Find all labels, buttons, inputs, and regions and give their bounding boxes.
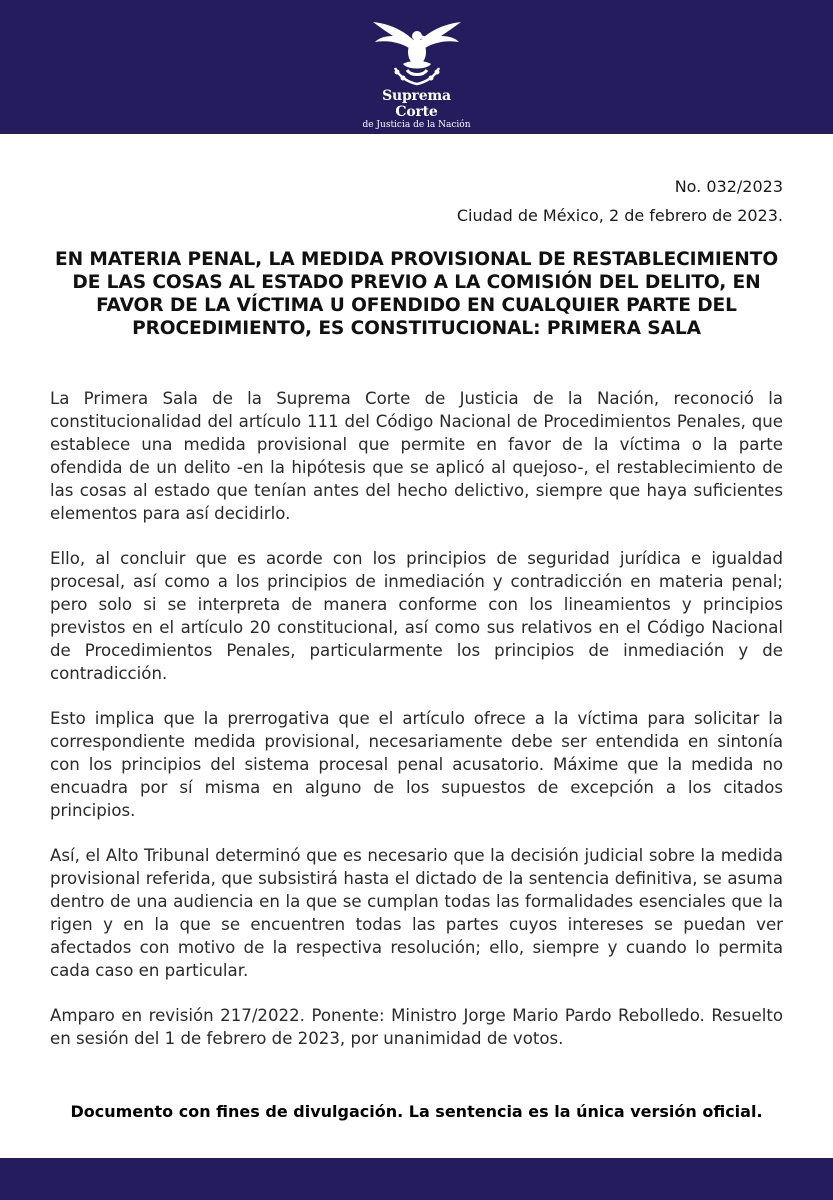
paragraph: Esto implica que la prerrogativa que el artículo ofrece a la víctima para solicitar la correspondiente medida provisional, necesariamente debe ser entendida en sintonía con los principios del sistema procesal penal acusatorio. Máxime que la medida no encuadra por sí misma en alguno de los supuestos de excepción a los citados principios. xyxy=(50,709,783,820)
paragraph: Amparo en revisión 217/2022. Ponente: Ministro Jorge Mario Pardo Rebolledo. Resuelto en sesión del 1 de febrero de 2023, por unanimidad de votos. xyxy=(50,1006,783,1048)
document-date: Ciudad de México, 2 de febrero de 2023. xyxy=(456,206,783,225)
eagle-emblem-icon xyxy=(367,14,467,86)
scjn-logo xyxy=(360,14,473,131)
paragraph: Ello, al concluir que es acorde con los principios de seguridad jurídica e igualdad procesal, así como a los principios de inmediación y contradicción en materia penal; pero solo si se interpreta de manera conforme con los lineamientos y principios previstos en el artículo 20 constitucional, así como sus relativos en el Código Nacional de Procedimientos Penales, particularmente los principios de inmediación y de contradicción. xyxy=(50,549,783,683)
logo-title: Suprema Corte xyxy=(382,88,451,120)
body-text xyxy=(50,387,783,1072)
document-number: No. 032/2023 xyxy=(674,177,783,196)
document-meta xyxy=(457,172,783,230)
footer-band xyxy=(0,1158,833,1200)
disclaimer: Documento con fines de divulgación. La sentencia es la única versión oficial. xyxy=(70,1102,763,1121)
page-title: EN MATERIA PENAL, LA MEDIDA PROVISIONAL DE RESTABLECIMIENTO DE LAS COSAS AL ESTADO PREVIO A LA COMISIÓN DEL DELITO, EN FAVOR DE LA VÍCTIMA U OFENDIDO EN CUALQUIER PARTE DEL PROCEDIMIENTO, ES CONSTITUCIONAL: PRIMERA SALA xyxy=(54,249,779,339)
logo-subtitle: de Justicia de la Nación xyxy=(362,120,471,130)
header-band xyxy=(0,0,833,134)
paragraph: Así, el Alto Tribunal determinó que es necesario que la decisión judicial sobre la medida provisional referida, que subsistirá hasta el dictado de la sentencia definitiva, se asuma dentro de una audiencia en la que se cumplan todas las formalidades esenciales que la rigen y en la que se encuentren todas las partes cuyos intereses se puedan ver afectados con motivo de la respectiva resolución; ello, siempre y cuando lo permita cada caso en particular. xyxy=(50,846,783,980)
paragraph: La Primera Sala de la Suprema Corte de Justicia de la Nación, reconoció la constitucionalidad del artículo 111 del Código Nacional de Procedimientos Penales, que establece una medida provisional que permite en favor de la víctima o la parte ofendida de un delito -en la hipótesis que se aplicó al quejoso-, el restablecimiento de las cosas al estado que tenían antes del hecho delictivo, siempre que haya suficientes elementos para así decidirlo. xyxy=(50,389,783,523)
